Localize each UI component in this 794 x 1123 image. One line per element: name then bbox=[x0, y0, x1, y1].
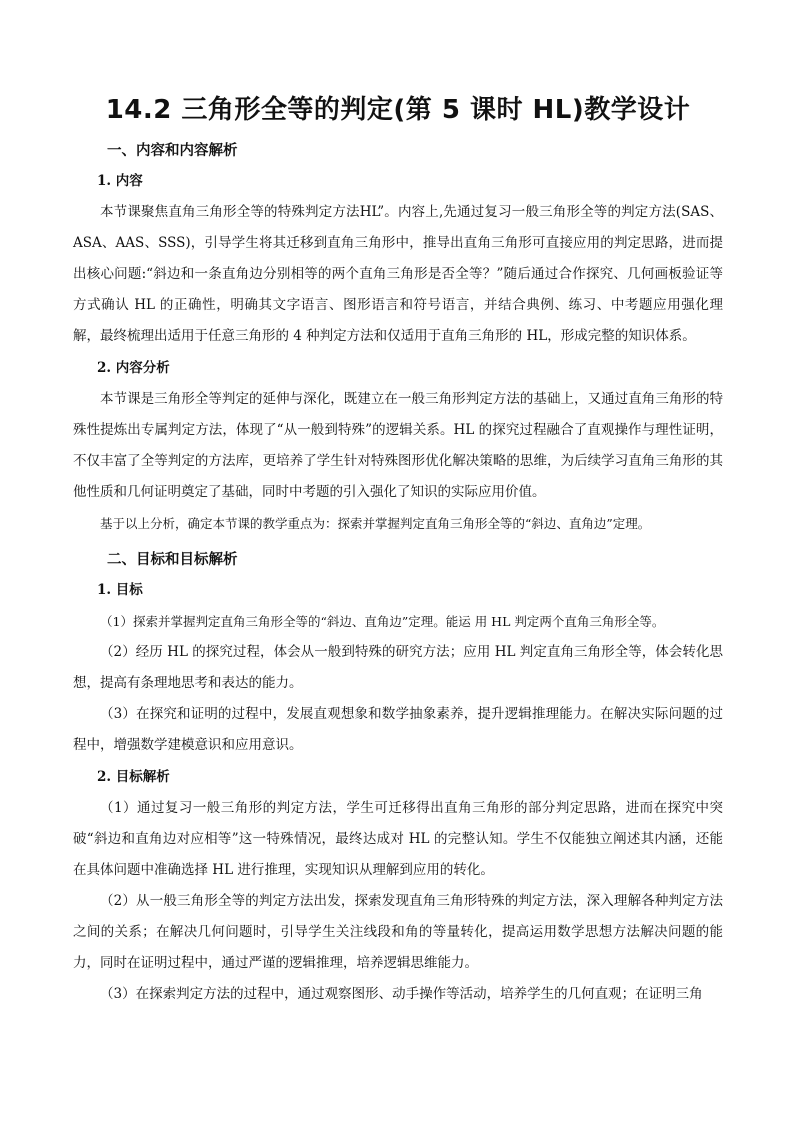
objective-item-2: （2）经历 HL 的探究过程，体会从一般到特殊的研究方法；应用 HL 判定直角三角形全等，体会转化思想，提高有条理地思考和表达的能力。 bbox=[73, 644, 723, 691]
subsection-heading-content-analysis: 2. 内容分析 bbox=[97, 360, 170, 376]
content-analysis-paragraph: 本节课是三角形全等判定的延伸与深化，既建立在一般三角形判定方法的基础上，又通过直角三角形的特殊性提炼出专属判定方法，体现了“从一般到特殊”的逻辑关系。HL 的探究过程融合了直观操作与理性证明，不仅丰富了全等判定的方法库，更培养了学生针对特殊图形优化解决策略的思维，为后续学习直角三角形的其他性质和几何证明奠定了基础，同时中考题的引入强化了知识的实际应用价值。 bbox=[73, 391, 723, 500]
section-heading-objectives: 二、目标和目标解析 bbox=[107, 551, 238, 568]
subsection-heading-objective-analysis: 2. 目标解析 bbox=[97, 769, 170, 785]
document-page bbox=[73, 90, 723, 1010]
objective-item-1: （1）探索并掌握判定直角三角形全等的“斜边、直角边”定理。能运 用 HL 判定两个直角三角形全等。 bbox=[100, 614, 665, 629]
subsection-heading-objectives: 1. 目标 bbox=[97, 582, 143, 598]
teaching-focus-paragraph: 基于以上分析，确定本节课的教学重点为：探索并掌握判定直角三角形全等的“斜边、直角边”定理。 bbox=[100, 516, 651, 531]
objective-analysis-item-3: （3）在探索判定方法的过程中，通过观察图形、动手操作等活动，培养学生的几何直观；在证明三角 bbox=[100, 986, 703, 1002]
subsection-heading-content: 1. 内容 bbox=[97, 173, 143, 189]
objective-analysis-item-2: （2）从一般三角形全等的判定方法出发，探索发现直角三角形特殊的判定方法，深入理解各种判定方法之间的关系；在解决几何问题时，引导学生关注线段和角的等量转化，提高运用数学思想方法解决问题的能力，同时在证明过程中，通过严谨的逻辑推理，培养逻辑思维能力。 bbox=[73, 893, 723, 971]
objective-item-3: （3）在探究和证明的过程中，发展直观想象和数学抽象素养，提升逻辑推理能力。在解决实际问题的过程中，增强数学建模意识和应用意识。 bbox=[73, 706, 723, 753]
document-title: 14.2 三角形全等的判定(第 5 课时 HL)教学设计 bbox=[105, 95, 691, 125]
section-heading-content: 一、内容和内容解析 bbox=[107, 142, 238, 159]
content-paragraph: 本节课聚焦直角三角形全等的特殊判定方法HL”。内容上,先通过复习一般三角形全等的判定方法(SAS、ASA、AAS、SSS)，引导学生将其迁移到直角三角形中，推导出直角三角形可直接应用的判定思路，进而提出核心问题:“斜边和一条直角边分别相等的两个直角三角形是否全等？”随后通过合作探究、几何画板验证等方式确认 HL 的正确性，明确其文字语言、图形语言和符号语言，并结合典例、练习、中考题应用强化理解，最终梳理出适用于任意三角形的 4 种判定方法和仅适用于直角三角形的 HL，形成完整的知识体系。 bbox=[73, 204, 723, 344]
objective-analysis-item-1: （1）通过复习一般三角形的判定方法，学生可迁移得出直角三角形的部分判定思路，进而在探究中突破“斜边和直角边对应相等”这一特殊情况，最终达成对 HL 的完整认知。学生不仅能独立阐述其内涵，还能在具体问题中准确选择 HL 进行推理，实现知识从理解到应用的转化。 bbox=[73, 800, 723, 878]
